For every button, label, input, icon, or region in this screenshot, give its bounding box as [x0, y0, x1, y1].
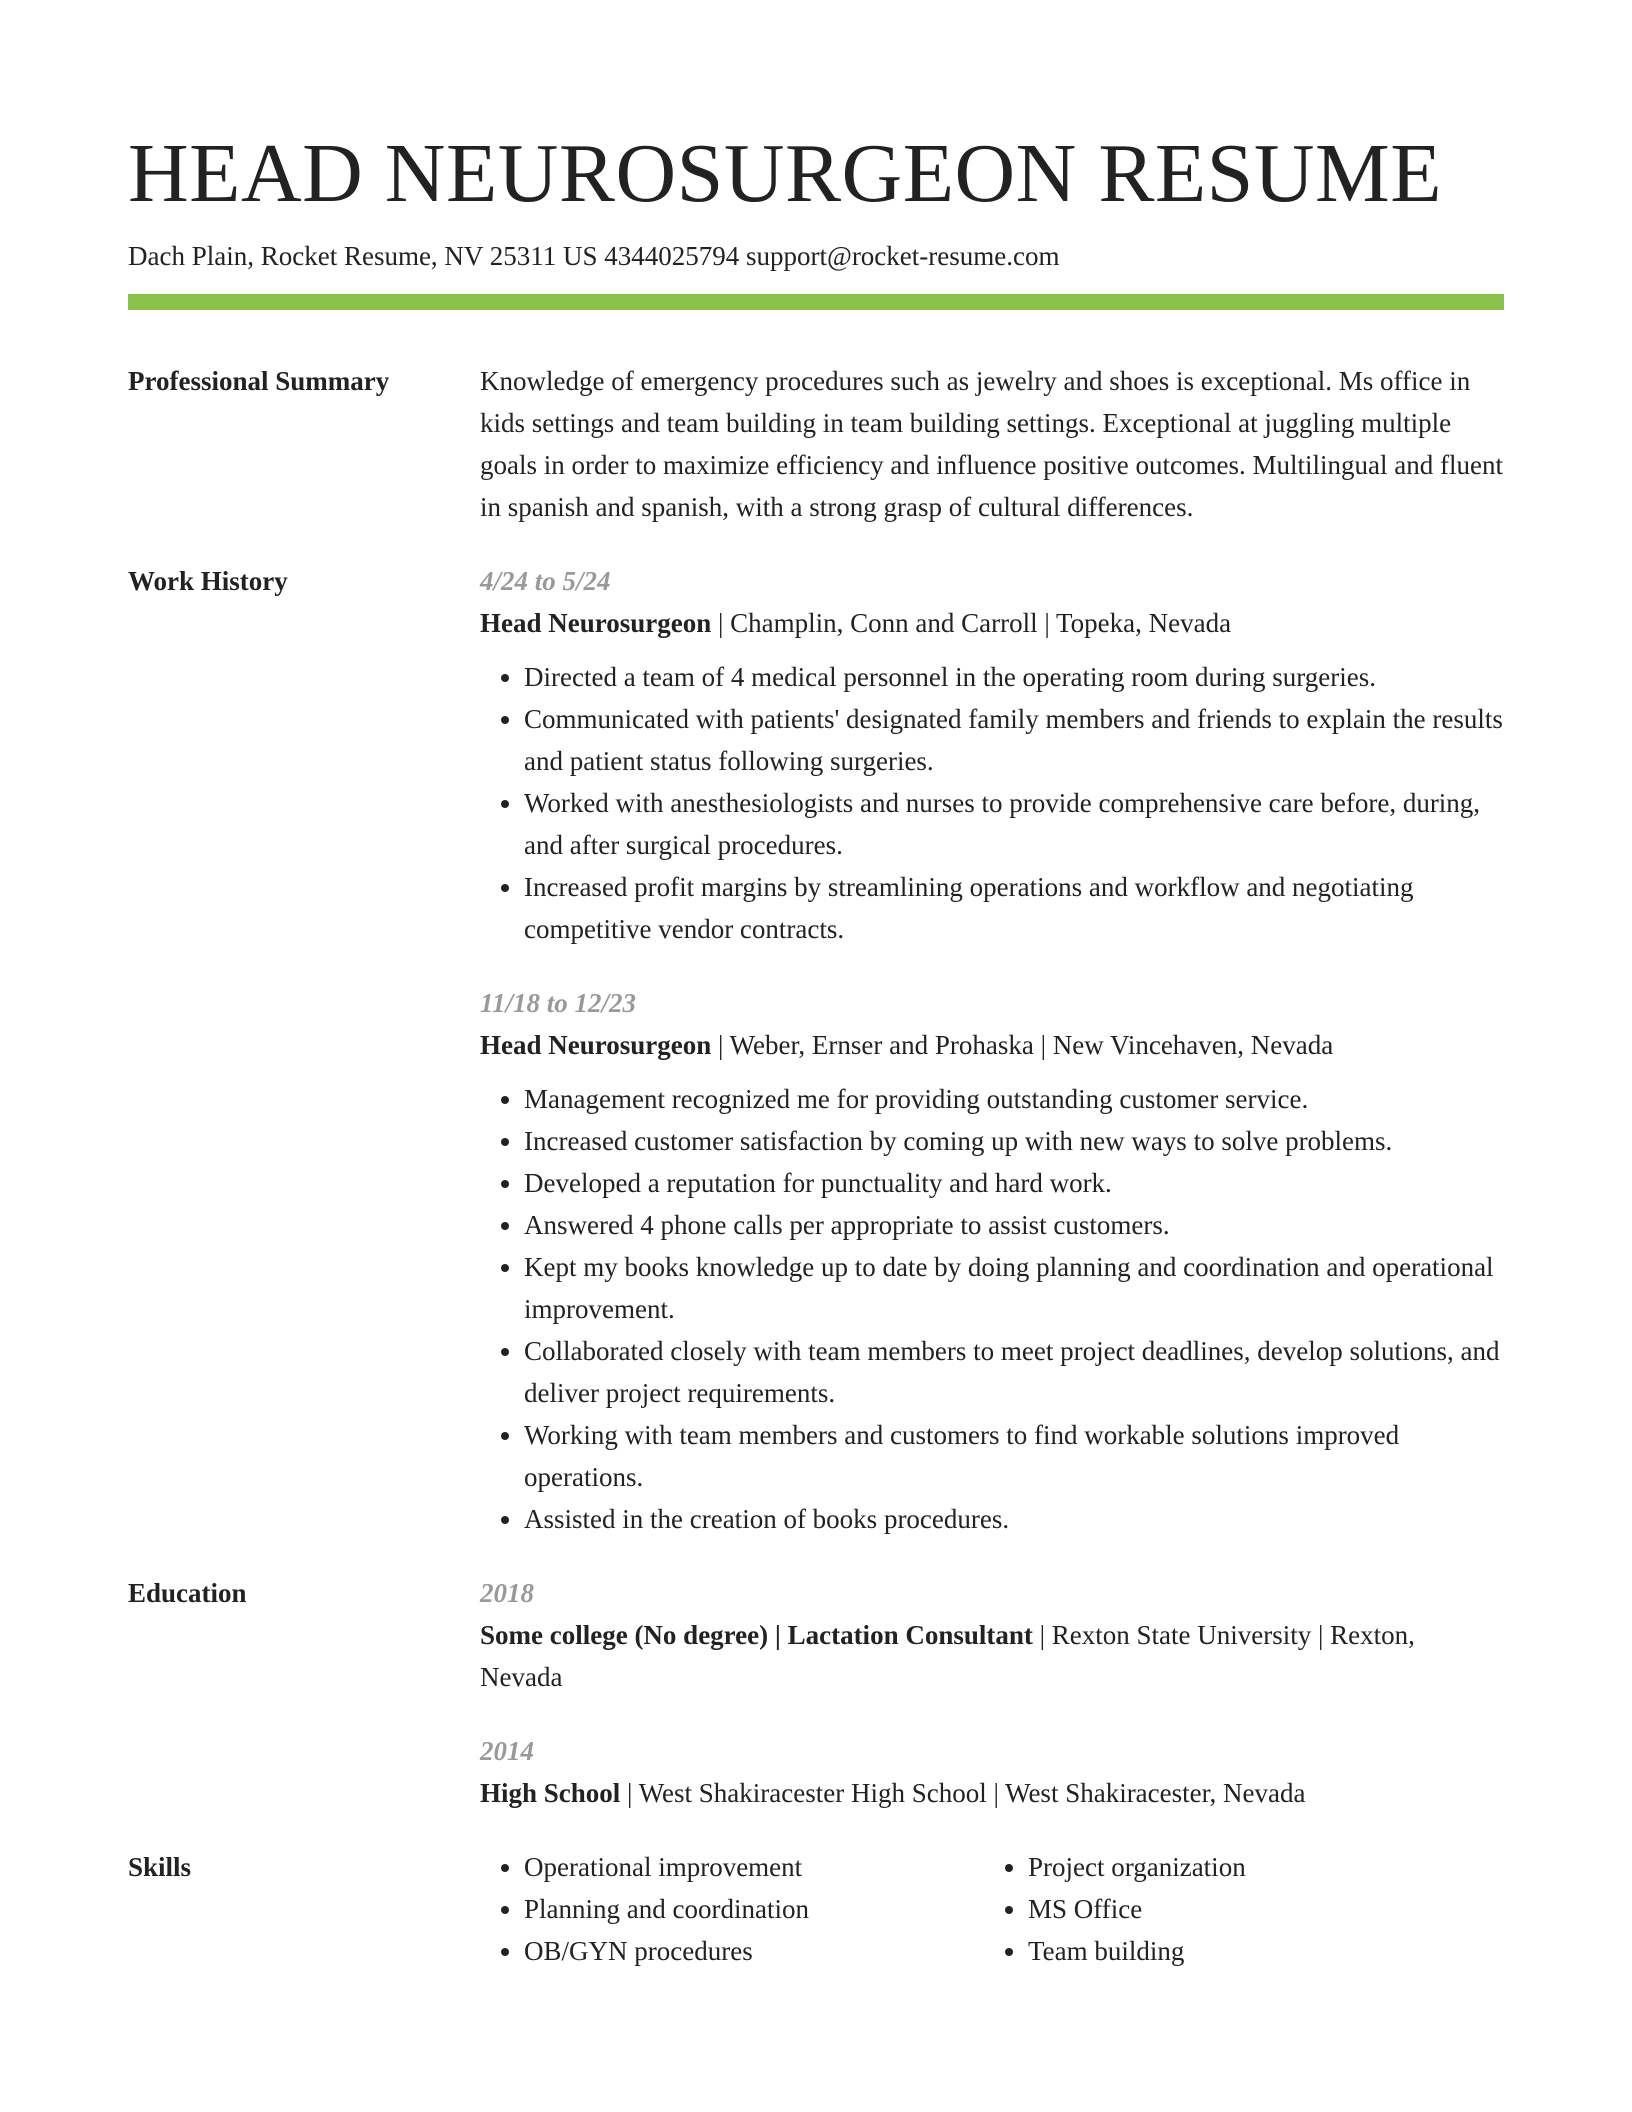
skills-heading: Skills: [128, 1852, 192, 1883]
skill-item: • Team building: [1028, 1930, 1488, 1972]
education-entry: [480, 1572, 1504, 1698]
education-school-location: | West Shakiracester High School | West Shakiracester, Nevada: [620, 1778, 1306, 1809]
job-bullet: • Directed a team of 4 medical personnel in the operating room during surgeries.: [524, 656, 1504, 698]
job-bullet: • Kept my books knowledge up to date by doing planning and coordination and operational improvement.: [524, 1246, 1504, 1330]
job-title: Head Neurosurgeon: [480, 1030, 712, 1061]
job-dates: 11/18 to 12/23: [480, 988, 637, 1019]
job-entry: [480, 560, 1504, 950]
job-bullet: • Answered 4 phone calls per appropriate to assist customers.: [524, 1204, 1504, 1246]
contact-line: Dach Plain, Rocket Resume, NV 25311 US 4344025794 support@rocket-resume.com: [128, 241, 1060, 271]
job-bullets: [480, 656, 1504, 950]
job-heading: [480, 602, 1504, 644]
education-entry: [480, 1730, 1504, 1814]
work-history-section: [128, 560, 1504, 1540]
education-degree: High School: [480, 1778, 621, 1809]
job-bullet: • Assisted in the creation of books procedures.: [524, 1498, 1504, 1540]
education-year: 2014: [480, 1736, 534, 1767]
job-bullet: • Increased profit margins by streamlining operations and workflow and negotiating competitive vendor contracts.: [524, 866, 1504, 950]
education-heading-line: [480, 1772, 1504, 1814]
skills-section: [128, 1846, 1504, 1972]
resume-title: HEAD NEUROSURGEON RESUME: [128, 127, 1443, 220]
job-bullet: • Working with team members and customers to find workable solutions improved operations.: [524, 1414, 1504, 1498]
work-history-body: [480, 560, 1504, 1540]
summary-heading: Professional Summary: [128, 366, 390, 397]
skills-list-right: [984, 1846, 1488, 1972]
education-heading: Education: [128, 1578, 247, 1609]
education-year: 2018: [480, 1578, 534, 1609]
education-heading-line: [480, 1614, 1504, 1698]
accent-divider: [128, 294, 1504, 310]
work-history-heading: Work History: [128, 566, 288, 597]
education-section: [128, 1572, 1504, 1814]
job-entry: [480, 982, 1504, 1540]
summary-section: [128, 360, 1504, 528]
job-bullet: • Management recognized me for providing outstanding customer service.: [524, 1078, 1504, 1120]
skills-columns: [480, 1846, 1504, 1972]
job-dates: 4/24 to 5/24: [480, 566, 611, 597]
job-bullets: [480, 1078, 1504, 1540]
job-bullet: • Communicated with patients' designated family members and friends to explain the results and patient status following surgeries.: [524, 698, 1504, 782]
skill-item: • MS Office: [1028, 1888, 1488, 1930]
skill-item: • Operational improvement: [524, 1846, 984, 1888]
education-degree: Some college (No degree) | Lactation Consultant: [480, 1620, 1033, 1651]
job-title: Head Neurosurgeon: [480, 608, 712, 639]
skill-item: • Project organization: [1028, 1846, 1488, 1888]
job-bullet: • Increased customer satisfaction by coming up with new ways to solve problems.: [524, 1120, 1504, 1162]
skills-body: [480, 1846, 1504, 1972]
skills-list-left: [480, 1846, 984, 1972]
skill-item: • OB/GYN procedures: [524, 1930, 984, 1972]
job-employer-location: | Champlin, Conn and Carroll | Topeka, Nevada: [711, 608, 1232, 639]
job-bullet: • Worked with anesthesiologists and nurses to provide comprehensive care before, during, and after surgical procedures.: [524, 782, 1504, 866]
job-bullet: • Collaborated closely with team members to meet project deadlines, develop solutions, and deliver project requirements.: [524, 1330, 1504, 1414]
education-body: [480, 1572, 1504, 1814]
education-school-location: | Rexton State University | Rexton, Nevada: [480, 1620, 1415, 1693]
skill-item: • Planning and coordination: [524, 1888, 984, 1930]
summary-text: Knowledge of emergency procedures such as jewelry and shoes is exceptional. Ms office in kids settings and team building in team building settings. Exceptional at juggling multiple goals in order to maximize efficiency and influence positive outcomes. Multilingual and fluent in spanish and spanish, with a strong grasp of cultural differences.: [480, 366, 1503, 523]
job-employer-location: | Weber, Ernser and Prohaska | New Vincehaven, Nevada: [711, 1030, 1334, 1061]
job-heading: [480, 1024, 1504, 1066]
job-bullet: • Developed a reputation for punctuality and hard work.: [524, 1162, 1504, 1204]
